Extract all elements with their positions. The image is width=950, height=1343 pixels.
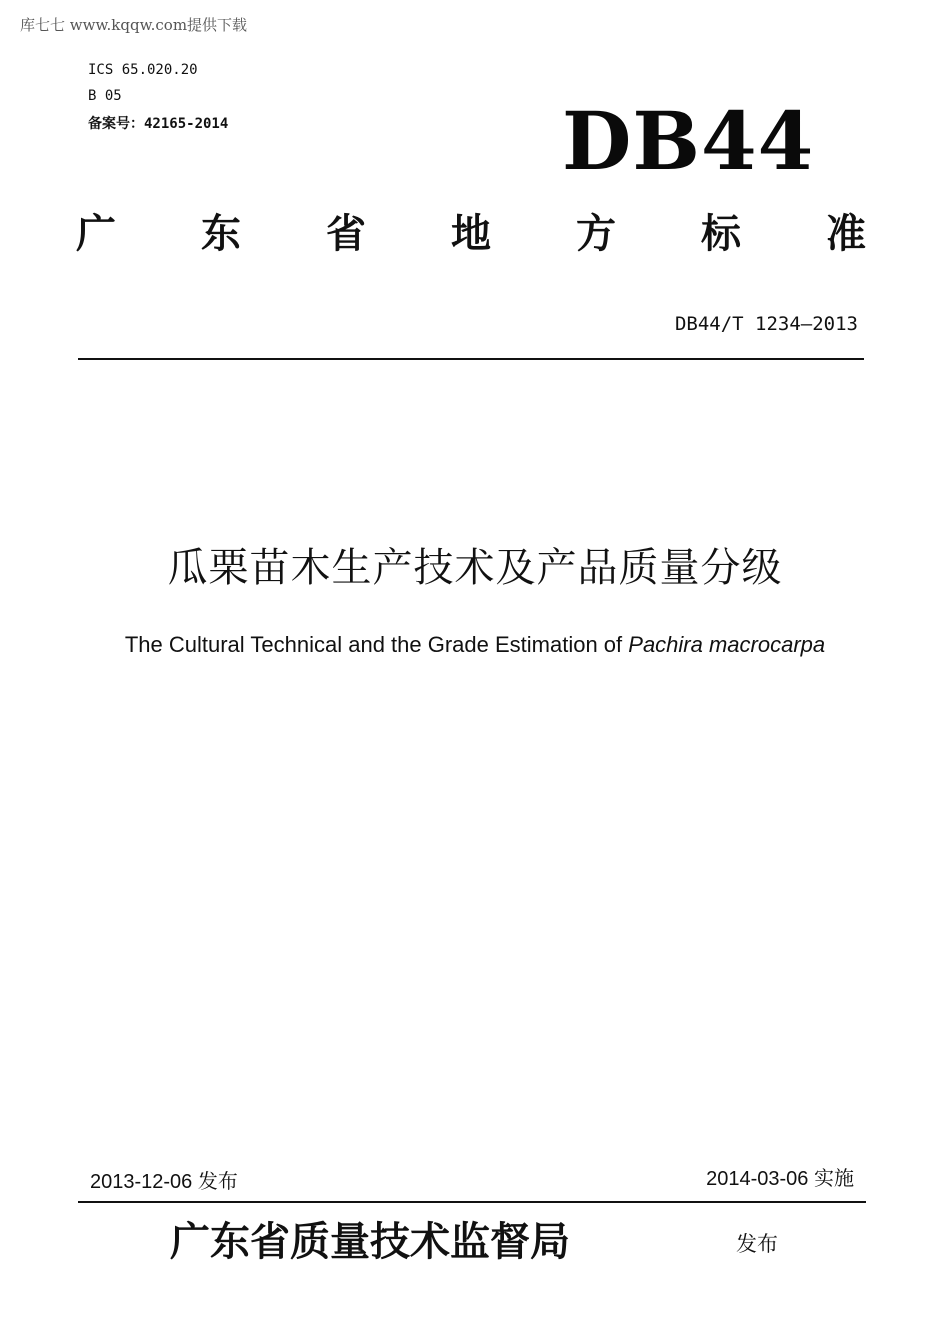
standard-type-heading <box>76 208 866 264</box>
classification-code: B 05 <box>88 88 122 104</box>
standard-type-char: 广 <box>76 211 116 257</box>
standard-type-char: 标 <box>701 211 741 257</box>
ics-code: ICS 65.020.20 <box>88 62 198 78</box>
issuer-name: 广东省质量技术监督局 <box>170 1218 570 1265</box>
issue-date: 2013-12-06 发布 <box>90 1171 238 1193</box>
top-divider <box>78 358 864 360</box>
bottom-divider <box>78 1201 866 1203</box>
standard-type-char: 方 <box>576 211 616 257</box>
issuer-suffix: 发布 <box>736 1232 778 1256</box>
standard-type-char: 准 <box>826 211 866 257</box>
standard-number: DB44/T 1234—2013 <box>674 313 858 335</box>
title-english-species: Pachira macrocarpa <box>628 632 826 657</box>
watermark-text: 库七七 www.kqqw.com提供下载 <box>20 16 248 34</box>
standard-type-char: 省 <box>326 211 366 257</box>
db44-logo: DB44 <box>562 94 815 188</box>
implementation-date: 2014-03-06 实施 <box>706 1168 854 1190</box>
record-number: 备案号：42165-2014 <box>88 116 229 132</box>
title-english <box>0 630 950 660</box>
standard-type-char: 东 <box>201 211 241 257</box>
title-english-prefix: The Cultural Technical and the Grade Estimation of <box>124 632 629 657</box>
title-chinese: 瓜栗苗木生产技术及产品质量分级 <box>167 545 783 591</box>
standard-type-char: 地 <box>451 211 491 257</box>
